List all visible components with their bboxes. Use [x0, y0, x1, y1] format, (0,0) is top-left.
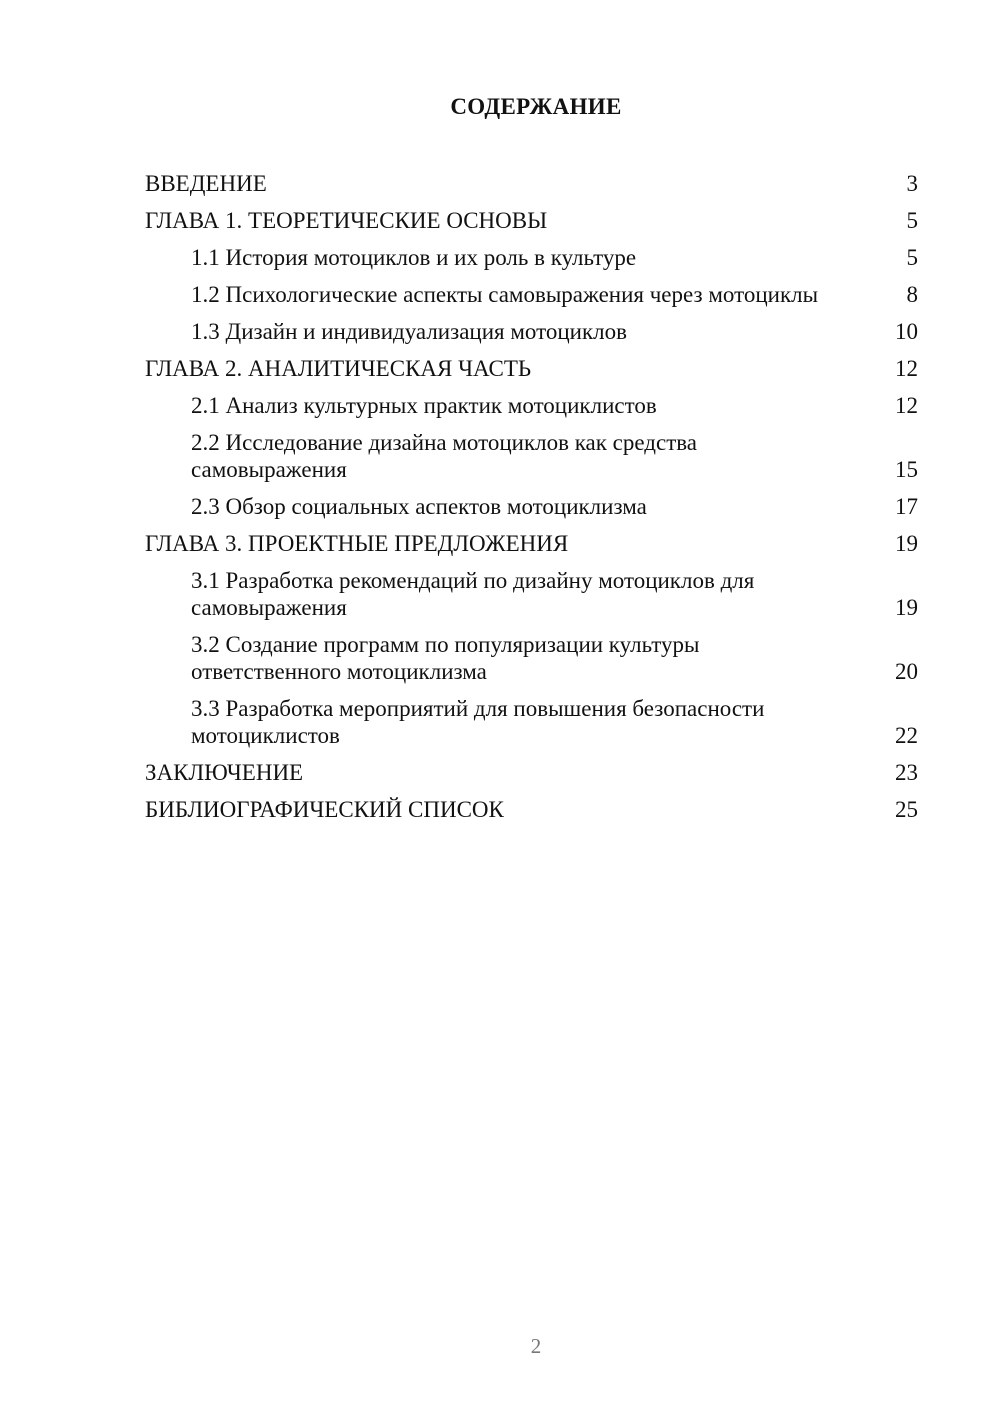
toc-entry-page: 8	[906, 282, 918, 307]
toc-entry-text: 2.2 Исследование дизайна мотоциклов как средства самовыражения	[191, 430, 698, 482]
toc-entry	[145, 170, 918, 197]
toc-entry-text: 1.2 Психологические аспекты самовыражения через мотоциклы	[191, 282, 819, 307]
toc-entry-page: 3	[906, 171, 918, 196]
toc-entry-text: 2.1 Анализ культурных практик мотоциклистов	[191, 393, 657, 418]
toc-entry	[145, 281, 918, 308]
toc-entry-page: 5	[906, 208, 918, 233]
toc-entry-page: 17	[895, 494, 918, 519]
toc-entry-page: 12	[895, 393, 918, 418]
toc-entry	[145, 759, 918, 786]
toc-title: СОДЕРЖАНИЕ	[450, 94, 622, 119]
toc-entry-page: 12	[895, 356, 918, 381]
toc-entry-page: 19	[895, 595, 918, 620]
toc-entry-text: 3.2 Создание программ по популяризации культуры ответственного мотоциклизма	[191, 632, 700, 684]
toc-entry-text: 3.3 Разработка мероприятий для повышения безопасности мотоциклистов	[191, 696, 765, 748]
toc-entry-page: 15	[895, 457, 918, 482]
toc-entry-page: 22	[895, 723, 918, 748]
page-number: 2	[530, 1334, 542, 1358]
toc-entry	[145, 631, 918, 685]
toc-entry-page: 25	[895, 797, 918, 822]
toc-entry-text: ЗАКЛЮЧЕНИЕ	[145, 760, 304, 785]
toc-entry	[145, 429, 918, 483]
toc-entry-page: 20	[895, 659, 918, 684]
toc-entry-page: 23	[895, 760, 918, 785]
toc-entry	[145, 530, 918, 557]
toc-entry-page: 5	[906, 245, 918, 270]
toc-entry-text: 2.3 Обзор социальных аспектов мотоциклизма	[191, 494, 647, 519]
toc-entry	[145, 355, 918, 382]
toc-entry	[145, 318, 918, 345]
toc-entry-text: ГЛАВА 3. ПРОЕКТНЫЕ ПРЕДЛОЖЕНИЯ	[145, 531, 569, 556]
toc-entry-text: 1.1 История мотоциклов и их роль в культуре	[191, 245, 637, 270]
toc-entry-text: ВВЕДЕНИЕ	[145, 171, 267, 196]
toc-entry	[145, 244, 918, 271]
toc-entry-page: 19	[895, 531, 918, 556]
toc-entry-text: ГЛАВА 1. ТЕОРЕТИЧЕСКИЕ ОСНОВЫ	[145, 208, 548, 233]
toc-entry	[145, 392, 918, 419]
table-of-contents	[145, 170, 918, 833]
toc-entry	[145, 796, 918, 823]
toc-entry-text: 3.1 Разработка рекомендаций по дизайну мотоциклов для самовыражения	[191, 568, 755, 620]
toc-entry	[145, 493, 918, 520]
toc-entry-text: 1.3 Дизайн и индивидуализация мотоциклов	[191, 319, 627, 344]
toc-entry-text: БИБЛИОГРАФИЧЕСКИЙ СПИСОК	[145, 797, 504, 822]
toc-entry-text: ГЛАВА 2. АНАЛИТИЧЕСКАЯ ЧАСТЬ	[145, 356, 532, 381]
toc-entry	[145, 207, 918, 234]
toc-entry	[145, 567, 918, 621]
toc-entry-page: 10	[895, 319, 918, 344]
toc-entry	[145, 695, 918, 749]
